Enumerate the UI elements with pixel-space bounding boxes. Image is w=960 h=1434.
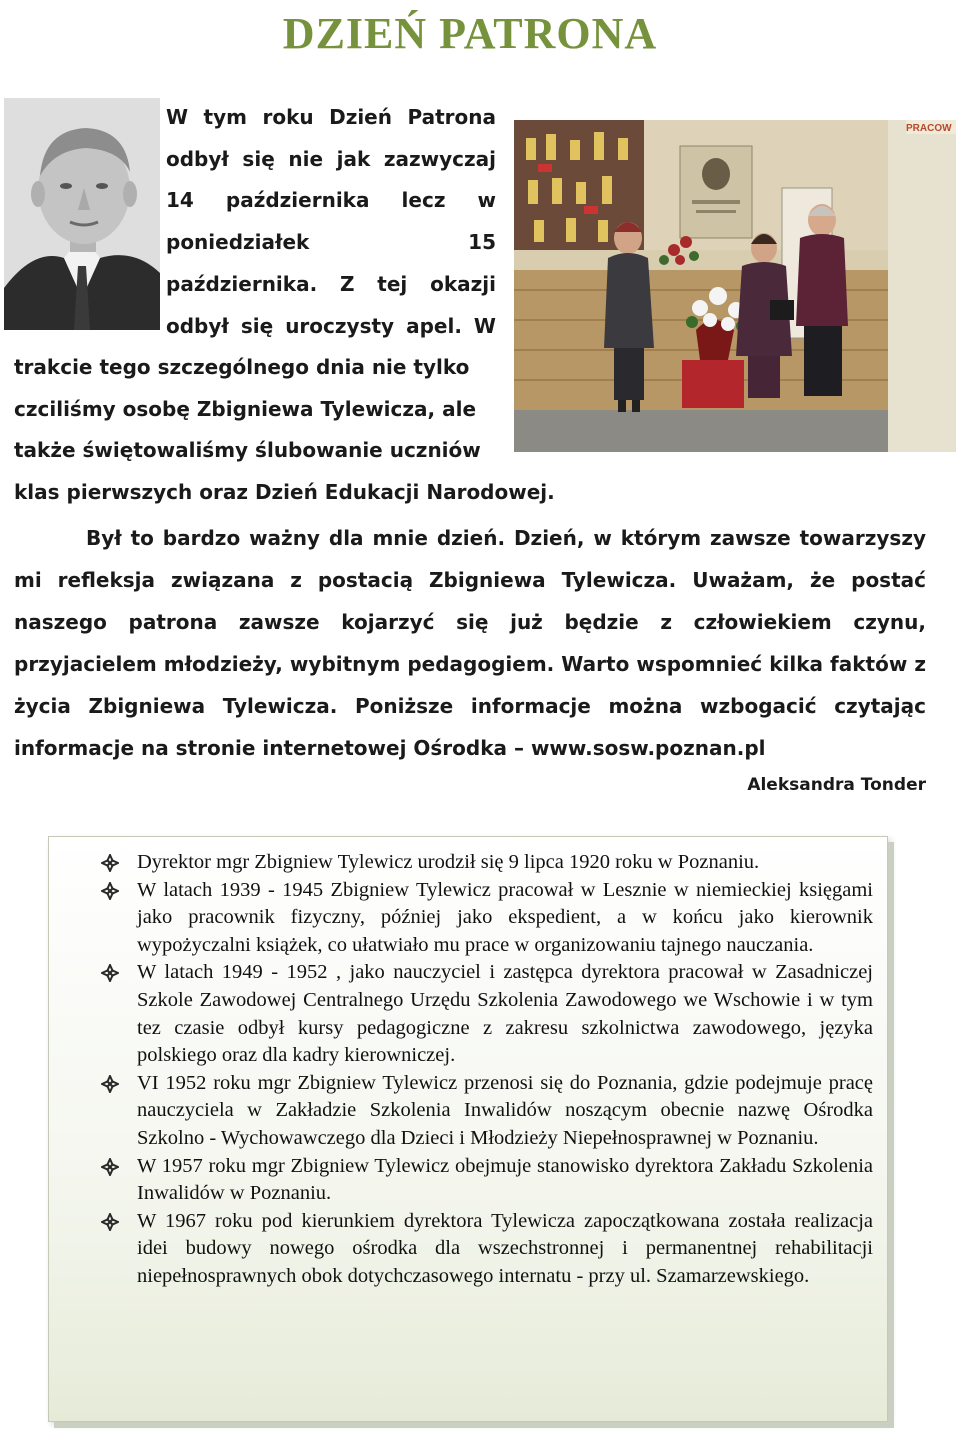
fact-text: W 1957 roku mgr Zbigniew Tylewicz obejmuje stanowisko dyrektora Zakładu Szkolenia Inwalidów w Poznaniu.: [137, 1154, 873, 1205]
fact-item: [101, 1070, 873, 1153]
fact-item: [101, 959, 873, 1069]
intro-line: klas pierwszych oraz Dzień Edukacji Narodowej.: [14, 480, 555, 505]
facts-box: [48, 836, 888, 1422]
fact-text: VI 1952 roku mgr Zbigniew Tylewicz przenosi się do Poznania, gdzie podejmuje pracę nauczyciela w Zakładzie Szkolenia Inwalidów noszącym obecnie nazwę Ośrodka Szkolno - Wychowawczego dla Dzieci i Młodzieży Niepełnosprawnej w Poznaniu.: [137, 1071, 873, 1149]
diamond-bullet-icon: [101, 882, 119, 900]
fact-text: W latach 1949 - 1952 , jako nauczyciel i zastępca dyrektora pracował w Zasadniczej Szkole Zawodowej Centralnego Urzędu Szkolenia Zawodowego we Wschowie i w tym tez czasie odbył kursy pedagogiczne z zakresu szkolnictwa zawodowego, języka polskiego oraz dla kadry kierowniczej.: [137, 961, 873, 1067]
diamond-bullet-icon: [101, 964, 119, 982]
diamond-bullet-icon: [101, 1075, 119, 1093]
intro-line: także świętowaliśmy ślubowanie uczniów: [14, 438, 481, 463]
intro-line: trakcie tego szczególnego dnia nie tylko: [14, 355, 470, 379]
intro-line: czciliśmy osobę Zbigniewa Tylewicza, ale: [14, 396, 477, 421]
fact-text: W latach 1939 - 1945 Zbigniew Tylewicz pracował w Lesznie w niemieckiej księgami jako pracownik fizyczny, później jako ekspedient, a w końcu jako kierownik wypożyczalni książek, co ułatwiało mu prace w organizowaniu tajnego nauczania.: [137, 878, 873, 956]
fact-text: W 1967 roku pod kierunkiem dyrektora Tylewicza zapoczątkowana została realizacja idei budowy nowego ośrodka dla wszechstronnej i permanentnej rehabilitacji niepełnosprawnych obok dotychczasowego internatu - przy ul. Szamarzewskiego.: [137, 1209, 873, 1287]
fact-item: [101, 1208, 873, 1291]
fact-text: Dyrektor mgr Zbigniew Tylewicz urodził się 9 lipca 1920 roku w Poznaniu.: [137, 851, 760, 873]
intro-text-bottom: [14, 347, 555, 514]
fact-item: [101, 1153, 873, 1208]
diamond-bullet-icon: [101, 1213, 119, 1231]
page-title: DZIEŃ PATRONA: [282, 9, 658, 58]
intro-text-top: W tym roku Dzień Patrona odbył się nie jak zazwyczaj 14 października lecz w poniedziałek 15 października. Z tej okazji odbył się uroczysty apel. W: [166, 105, 496, 338]
author-signature: Aleksandra Tonder: [747, 775, 926, 795]
group-photo: [514, 120, 956, 452]
patron-portrait-photo: [4, 98, 160, 330]
fact-item: [101, 877, 873, 960]
diamond-bullet-icon: [101, 1158, 119, 1176]
photo-sign-text: PRACOW: [906, 123, 952, 134]
fact-item: [101, 849, 873, 877]
facts-list: [101, 849, 873, 1291]
main-paragraph: Był to bardzo ważny dla mnie dzień. Dzień, w którym zawsze towarzyszy mi refleksja związana z postacią Zbigniewa Tylewicza. Uważam, że postać naszego patrona zawsze kojarzyć się już będzie z człowiekiem czynu, przyjacielem młodzieży, wybitnym pedagogiem. Warto wspomnieć kilka faktów z życia Zbigniewa Tylewicza. Poniższe informacje można wzbogacić czytając informacje na stronie internetowej Ośrodka – www.sosw.poznan.pl: [14, 526, 926, 760]
diamond-bullet-icon: [101, 854, 119, 872]
